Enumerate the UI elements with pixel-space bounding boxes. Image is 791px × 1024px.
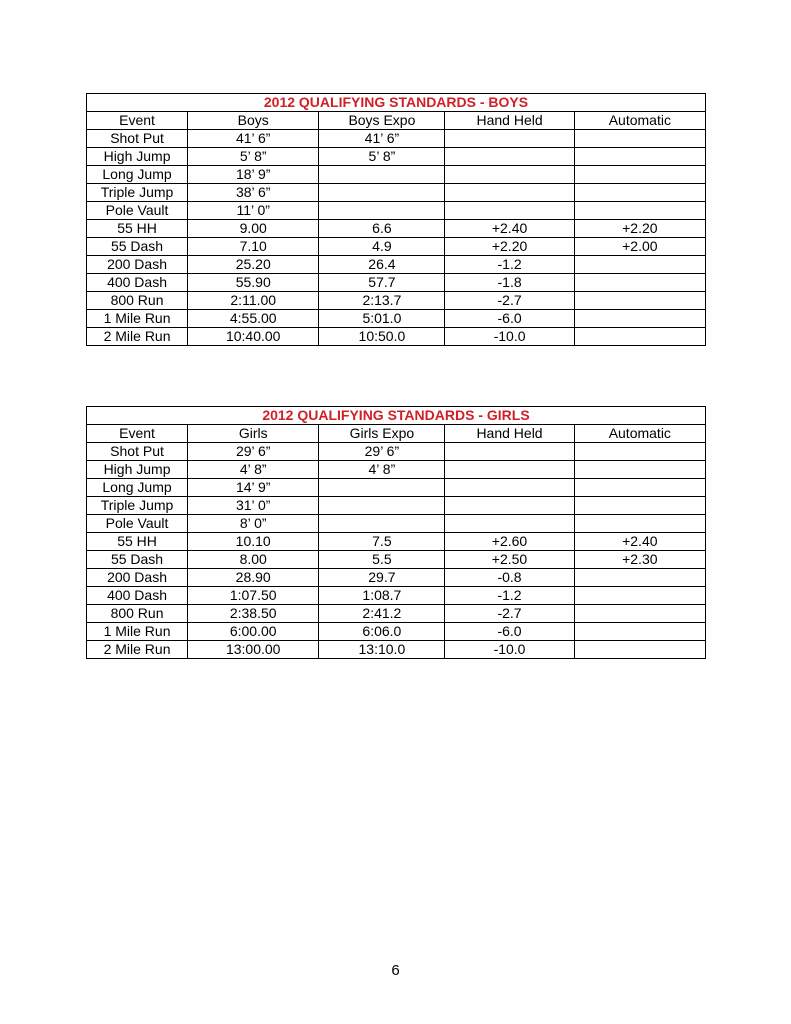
column-header: Girls (188, 425, 319, 443)
table-cell: 41’ 6” (188, 130, 319, 148)
event-cell: 400 Dash (87, 587, 188, 605)
table-cell: -0.8 (445, 569, 574, 587)
table-header-row (87, 425, 706, 443)
table-cell (574, 605, 705, 623)
table-cell: -1.8 (445, 274, 574, 292)
table-cell: 8’ 0” (188, 515, 319, 533)
column-header: Boys (188, 112, 319, 130)
table-row (87, 443, 706, 461)
table-row (87, 220, 706, 238)
table-cell: +2.00 (574, 238, 705, 256)
table-cell (445, 184, 574, 202)
table-cell (445, 166, 574, 184)
table-cell: -1.2 (445, 256, 574, 274)
table-cell (574, 148, 705, 166)
table-row (87, 623, 706, 641)
table-row (87, 274, 706, 292)
table-cell: 6:00.00 (188, 623, 319, 641)
event-cell: 2 Mile Run (87, 328, 188, 346)
table-cell: -6.0 (445, 623, 574, 641)
table-cell: +2.40 (574, 533, 705, 551)
table-cell (574, 166, 705, 184)
table-cell (574, 184, 705, 202)
table-cell: 7.10 (188, 238, 319, 256)
table-row (87, 166, 706, 184)
event-cell: High Jump (87, 461, 188, 479)
event-cell: Pole Vault (87, 515, 188, 533)
table-cell: -2.7 (445, 292, 574, 310)
table-row (87, 461, 706, 479)
table-cell: 41’ 6” (319, 130, 445, 148)
table-row (87, 310, 706, 328)
table-cell (574, 461, 705, 479)
column-header: Boys Expo (319, 112, 445, 130)
table-row (87, 641, 706, 659)
table-title-row (87, 94, 706, 112)
boys-table-title: 2012 QUALIFYING STANDARDS - BOYS (87, 94, 706, 112)
girls-standards-table (86, 406, 706, 659)
page-number: 6 (391, 962, 400, 979)
table-cell: 38’ 6” (188, 184, 319, 202)
table-cell (319, 515, 445, 533)
table-cell: +2.20 (574, 220, 705, 238)
table-row (87, 184, 706, 202)
event-cell: 1 Mile Run (87, 310, 188, 328)
table-cell: 1:08.7 (319, 587, 445, 605)
table-cell: 29’ 6” (319, 443, 445, 461)
table-cell (574, 310, 705, 328)
table-cell: 57.7 (319, 274, 445, 292)
table-cell (319, 479, 445, 497)
event-cell: 200 Dash (87, 256, 188, 274)
event-cell: High Jump (87, 148, 188, 166)
column-header: Hand Held (445, 112, 574, 130)
event-cell: 800 Run (87, 292, 188, 310)
table-cell: 5’ 8” (319, 148, 445, 166)
table-cell (319, 497, 445, 515)
table-cell: -1.2 (445, 587, 574, 605)
table-cell: 6:06.0 (319, 623, 445, 641)
table-cell: 9.00 (188, 220, 319, 238)
column-header: Event (87, 112, 188, 130)
table-cell: 4.9 (319, 238, 445, 256)
table-cell: -6.0 (445, 310, 574, 328)
table-cell: 13:10.0 (319, 641, 445, 659)
table-cell (574, 256, 705, 274)
event-cell: Long Jump (87, 479, 188, 497)
table-title-row (87, 407, 706, 425)
event-cell: 800 Run (87, 605, 188, 623)
table-cell (574, 274, 705, 292)
event-cell: 55 HH (87, 533, 188, 551)
table-header-row (87, 112, 706, 130)
column-header: Hand Held (445, 425, 574, 443)
table-cell (574, 587, 705, 605)
event-cell: 200 Dash (87, 569, 188, 587)
table-row (87, 569, 706, 587)
table-row (87, 533, 706, 551)
table-cell: 10:40.00 (188, 328, 319, 346)
table-cell (445, 148, 574, 166)
table-cell: 29’ 6” (188, 443, 319, 461)
event-cell: Triple Jump (87, 497, 188, 515)
table-cell (574, 569, 705, 587)
table-row (87, 587, 706, 605)
table-cell: 2:13.7 (319, 292, 445, 310)
table-cell: +2.50 (445, 551, 574, 569)
table-cell: 6.6 (319, 220, 445, 238)
table-row (87, 130, 706, 148)
table-row (87, 551, 706, 569)
boys-standards-table (86, 93, 706, 346)
table-cell: -2.7 (445, 605, 574, 623)
table-cell (445, 461, 574, 479)
table-cell: 4’ 8” (188, 461, 319, 479)
table-cell (574, 497, 705, 515)
table-cell (445, 202, 574, 220)
event-cell: Triple Jump (87, 184, 188, 202)
table-cell: +2.30 (574, 551, 705, 569)
table-cell (319, 202, 445, 220)
table-cell (574, 130, 705, 148)
table-cell: 31’ 0” (188, 497, 319, 515)
table-cell: 4’ 8” (319, 461, 445, 479)
event-cell: 2 Mile Run (87, 641, 188, 659)
table-cell: 29.7 (319, 569, 445, 587)
table-cell: 5:01.0 (319, 310, 445, 328)
table-cell (574, 292, 705, 310)
table-cell (319, 166, 445, 184)
table-cell: -10.0 (445, 328, 574, 346)
event-cell: 400 Dash (87, 274, 188, 292)
column-header: Automatic (574, 112, 705, 130)
table-cell: 5’ 8” (188, 148, 319, 166)
table-cell: 1:07.50 (188, 587, 319, 605)
column-header: Event (87, 425, 188, 443)
table-cell: 8.00 (188, 551, 319, 569)
table-cell (319, 184, 445, 202)
table-cell: +2.20 (445, 238, 574, 256)
table-cell (445, 479, 574, 497)
table-cell (445, 497, 574, 515)
column-header: Girls Expo (319, 425, 445, 443)
table-cell: 26.4 (319, 256, 445, 274)
table-cell: 14’ 9” (188, 479, 319, 497)
table-cell: 7.5 (319, 533, 445, 551)
table-row (87, 238, 706, 256)
table-cell: 4:55.00 (188, 310, 319, 328)
table-row (87, 497, 706, 515)
table-cell: 2:38.50 (188, 605, 319, 623)
table-row (87, 328, 706, 346)
table-cell: 55.90 (188, 274, 319, 292)
table-cell (445, 515, 574, 533)
table-row (87, 256, 706, 274)
event-cell: Long Jump (87, 166, 188, 184)
table-cell: 2:41.2 (319, 605, 445, 623)
table-cell (574, 328, 705, 346)
table-cell (574, 479, 705, 497)
table-cell: 13:00.00 (188, 641, 319, 659)
table-cell (445, 443, 574, 461)
table-cell: 10.10 (188, 533, 319, 551)
table-cell: +2.40 (445, 220, 574, 238)
table-row (87, 605, 706, 623)
table-cell (445, 130, 574, 148)
table-row (87, 515, 706, 533)
event-cell: 1 Mile Run (87, 623, 188, 641)
table-cell (574, 641, 705, 659)
event-cell: 55 HH (87, 220, 188, 238)
event-cell: Shot Put (87, 130, 188, 148)
column-header: Automatic (574, 425, 705, 443)
table-row (87, 292, 706, 310)
table-cell: 11’ 0” (188, 202, 319, 220)
table-cell (574, 202, 705, 220)
table-cell: -10.0 (445, 641, 574, 659)
event-cell: Shot Put (87, 443, 188, 461)
table-cell: 5.5 (319, 551, 445, 569)
table-cell: 18’ 9” (188, 166, 319, 184)
event-cell: 55 Dash (87, 551, 188, 569)
table-cell: 10:50.0 (319, 328, 445, 346)
table-row (87, 202, 706, 220)
girls-table-title: 2012 QUALIFYING STANDARDS - GIRLS (87, 407, 706, 425)
table-row (87, 479, 706, 497)
event-cell: Pole Vault (87, 202, 188, 220)
table-cell: +2.60 (445, 533, 574, 551)
table-row (87, 148, 706, 166)
table-cell: 25.20 (188, 256, 319, 274)
event-cell: 55 Dash (87, 238, 188, 256)
table-cell (574, 623, 705, 641)
table-cell (574, 515, 705, 533)
table-cell: 2:11.00 (188, 292, 319, 310)
table-cell: 28.90 (188, 569, 319, 587)
table-cell (574, 443, 705, 461)
